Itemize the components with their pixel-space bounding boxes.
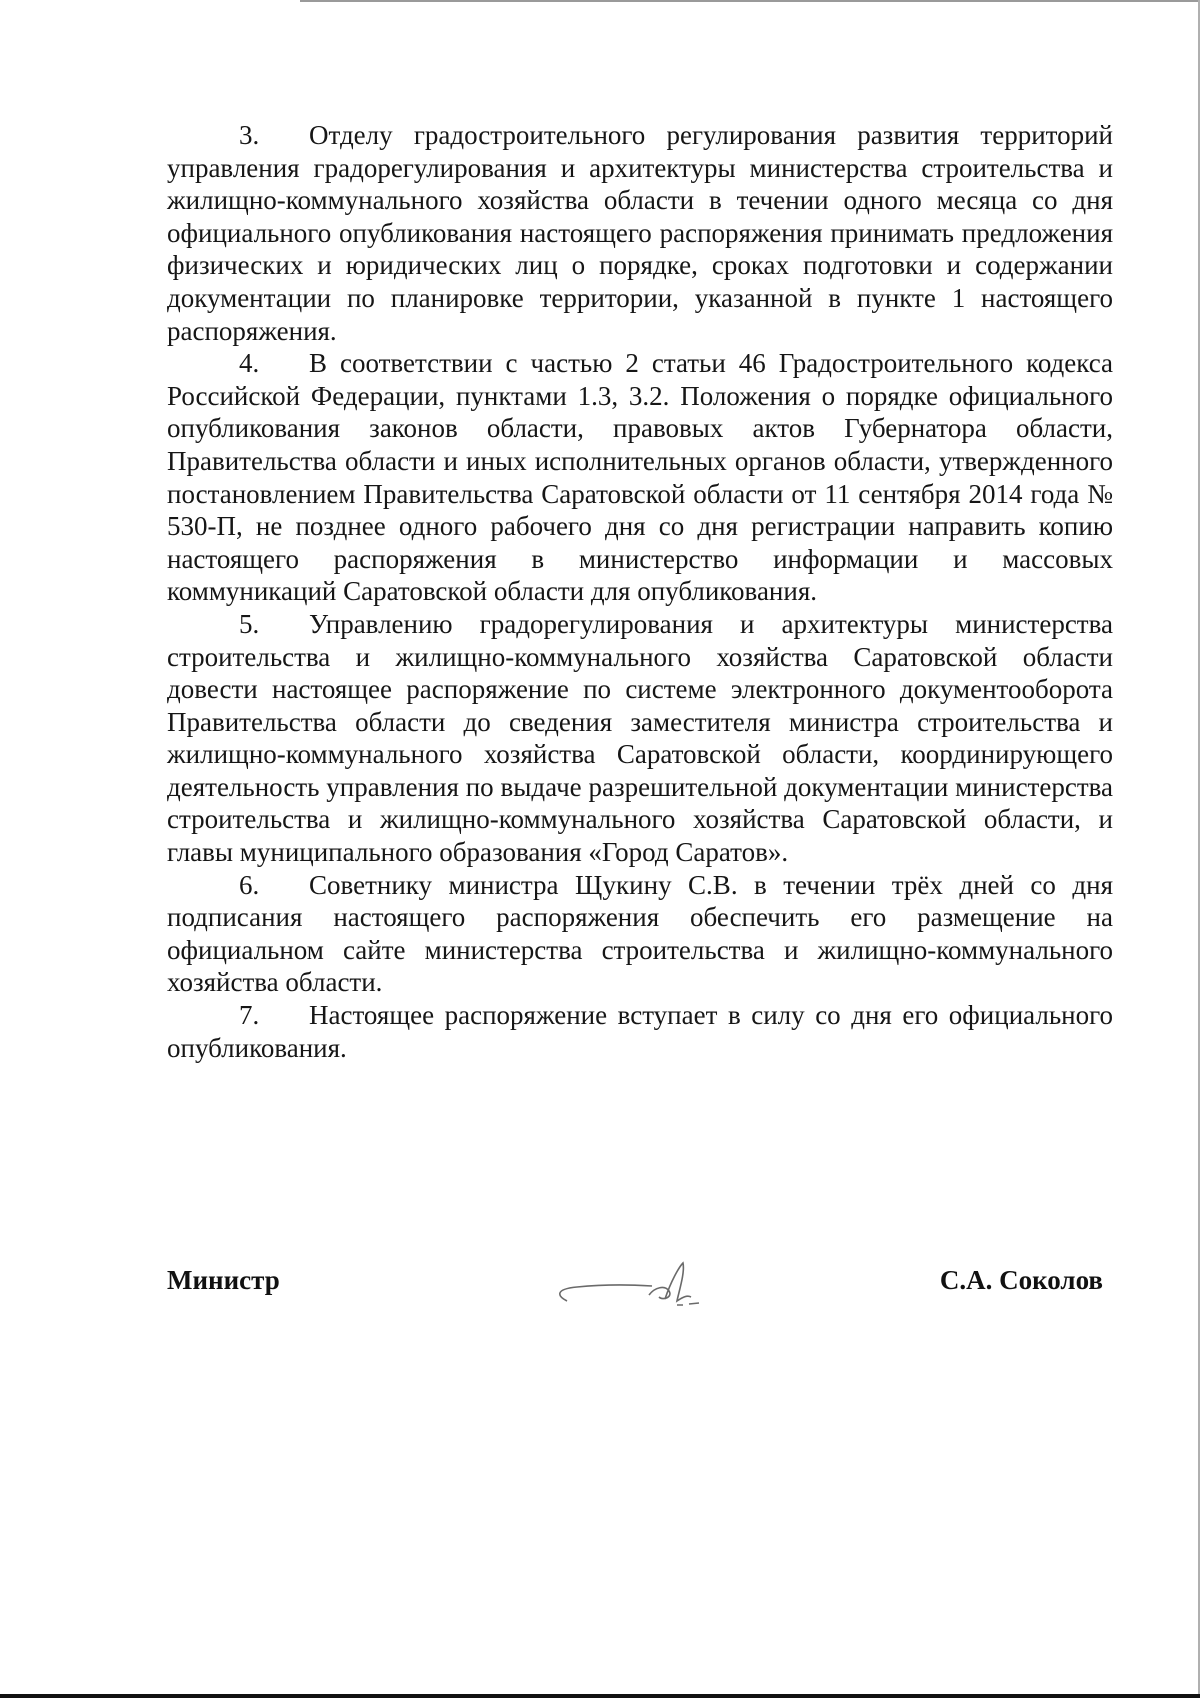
paragraph-number: 4. [239,348,260,379]
scan-edge-bottom [0,1694,1200,1698]
signatory-title: Министр [167,1265,280,1295]
paragraph-number: 7. [239,1000,260,1031]
paragraph-text: Управлению градорегулирования и архитектуры министерства строительства и жилищно-коммунального хозяйства Саратовской области довести настоящее распоряжение по системе электронного документооборота Правительства области до сведения заместителя министра строительства и жилищно-коммунального хозяйства Саратовской области, координирующего деятельность управления по выдаче разрешительной документации министерства строительства и жилищно-коммунального хозяйства Саратовской области, и главы муниципального образования «Город Саратов». [167,608,1113,868]
paragraph-4 [167,347,1113,608]
paragraph-6 [167,869,1113,999]
paragraph-number: 3. [239,120,260,150]
signature-block [167,1265,1113,1325]
document-body [167,119,1113,1064]
paragraph-text: Советнику министра Щукину С.В. в течении трёх дней со дня подписания настоящего распоряжения обеспечить его размещение на официальном сайте министерства строительства и жилищно-коммунального хозяйства области. [167,869,1113,998]
paragraph-3 [167,119,1113,347]
paragraph-text: Настоящее распоряжение вступает в силу со дня его официального опубликования. [167,1000,1113,1063]
handwritten-signature [487,1251,717,1311]
paragraph-number: 5. [239,608,260,639]
paragraph-7 [167,999,1113,1064]
scan-edge-top [300,0,1200,2]
paragraph-text: Отделу градостроительного регулирования развития территорий управления градорегулирования и архитектуры министерства строительства и жилищно-коммунального хозяйства области в течении одного месяца со дня официального опубликования настоящего распоряжения принимать предложения физических и юридических лиц о порядке, сроках подготовки и содержании документации по планировке территории, указанной в пункте 1 настоящего распоряжения. [167,120,1113,346]
signatory-name: С.А. Соколов [939,1265,1103,1295]
paragraph-text: В соответствии с частью 2 статьи 46 Градостроительного кодекса Российской Федерации, пунктами 1.3, 3.2. Положения о порядке официального опубликования законов области, правовых актов Губернатора области, Правительства области и иных исполнительных органов области, утвержденного постановлением Правительства Саратовской области от 11 сентября 2014 года № 530-П, не позднее одного рабочего дня со дня регистрации направить копию настоящего распоряжения в министерство информации и массовых коммуникаций Саратовской области для опубликования. [167,348,1113,607]
paragraph-5 [167,608,1113,869]
paragraph-number: 6. [239,869,260,900]
